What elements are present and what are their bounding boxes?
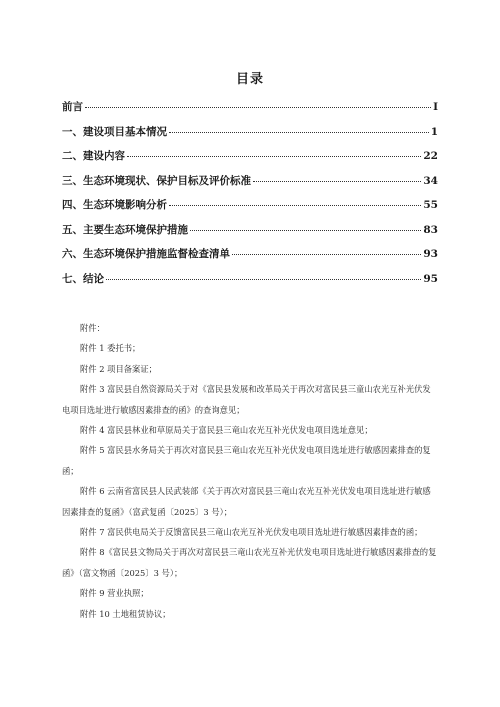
toc-leader-dots (253, 181, 421, 182)
attachment-item: 附件 4 富民县林业和草原局关于富民县三竜山农光互补光伏发电项目选址意见； (80, 425, 373, 436)
toc-entry-label: 一、建设项目基本情况 (62, 125, 167, 138)
attachment-item: 附件 9 营业执照； (80, 588, 149, 599)
toc-entry-page-number: 83 (423, 223, 438, 236)
toc-entry-label: 四、生态环境影响分析 (62, 199, 167, 211)
toc-entry[interactable] (62, 99, 438, 124)
toc-entry-page-number: 34 (423, 174, 438, 187)
toc-leader-dots (232, 254, 421, 255)
toc-entry-label: 七、结论 (62, 272, 104, 285)
toc-entry-page-number: 1 (430, 125, 438, 138)
toc-leader-dots (190, 230, 421, 231)
toc-entry[interactable] (62, 246, 438, 271)
attachment-item: 附件 6 云南省富民县人民武装部《关于再次对富民县三竜山农光互补光伏发电项目选址进行敏感因素排查的复函》（富武复函〔2025〕3 号）； (62, 486, 431, 517)
table-of-contents (62, 99, 438, 295)
attachment-item: 附件 3 富民县自然资源局关于对《富民县发展和改革局关于再次对富民县三童山农光互补光伏发电项目选址进行敏感因素排查的函》的查询意见； (62, 384, 431, 415)
toc-entry[interactable] (62, 222, 438, 247)
toc-leader-dots (106, 279, 421, 280)
toc-entry-page-number: 22 (423, 150, 438, 162)
toc-leader-dots (127, 156, 421, 157)
toc-leader-dots (169, 132, 429, 133)
toc-entry-page-number: 93 (423, 248, 438, 260)
attachment-item: 附件 8《富民县文物局关于再次对富民县三竜山农光互补光伏发电项目选址进行敏感因素排查的复函》（富文物函〔2025〕3 号）； (62, 547, 437, 578)
attachment-item: 附件 7 富民供电局关于反馈富民县三竜山农光互补光伏发电项目选址进行敏感因素排查的函； (80, 527, 423, 538)
toc-entry-label: 三、生态环境现状、保护目标及评价标准 (62, 174, 251, 187)
toc-entry[interactable] (62, 124, 438, 149)
attachment-item: 附件 2 项目备案证； (80, 363, 157, 374)
attachments-list (62, 318, 438, 624)
toc-entry-page-number: 55 (423, 199, 438, 211)
attachments-items (62, 338, 438, 624)
attachment-item: 附件 10 土地租赁协议； (80, 608, 171, 619)
toc-entry[interactable] (62, 271, 438, 296)
attachment-item: 附件 5 富民县水务局关于再次对富民县三竜山农光互补光伏发电项目选址进行敏感因素排查的复函； (62, 445, 431, 476)
toc-leader-dots (169, 205, 421, 206)
toc-entry-label: 五、主要生态环境保护措施 (62, 223, 188, 236)
toc-leader-dots (85, 107, 431, 108)
toc-entry[interactable] (62, 197, 438, 222)
toc-entry[interactable] (62, 148, 438, 173)
toc-entry-label: 前言 (62, 101, 83, 113)
attachments-heading: 附件： (80, 323, 105, 333)
toc-entry-label: 二、建设内容 (62, 150, 125, 162)
toc-entry[interactable] (62, 173, 438, 198)
toc-entry-page-number: 95 (423, 272, 438, 285)
toc-entry-page-number: I (433, 101, 438, 113)
attachment-item: 附件 1 委托书； (80, 343, 141, 354)
page-title: 目录 (235, 72, 264, 87)
toc-entry-label: 六、生态环境保护措施监督检查清单 (62, 248, 230, 260)
